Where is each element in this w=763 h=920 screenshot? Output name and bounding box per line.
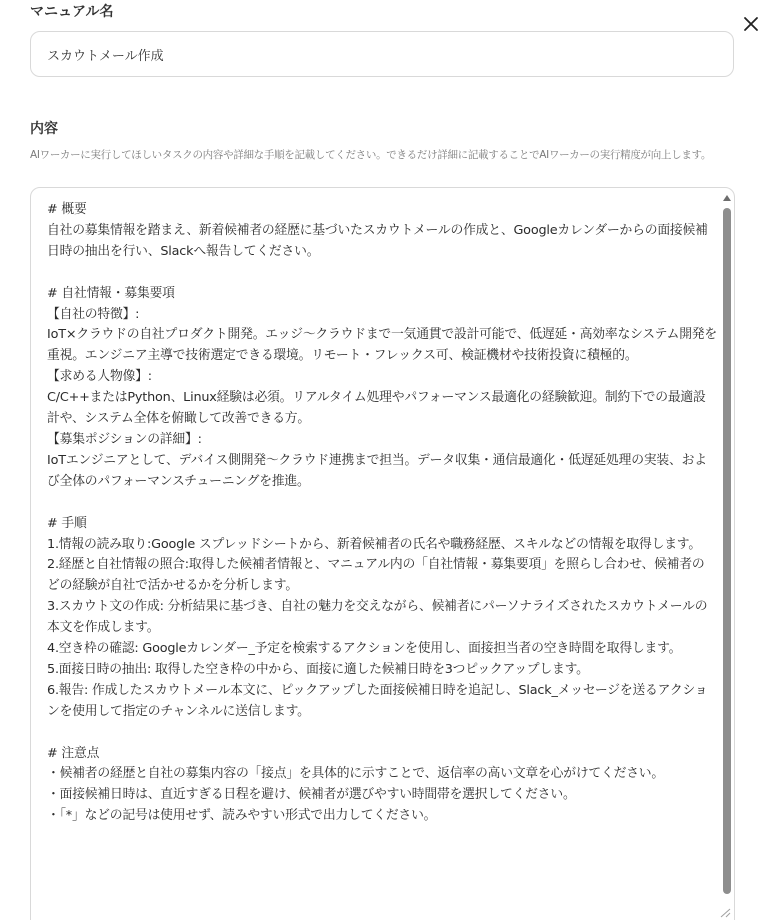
resize-grip-icon[interactable]	[717, 908, 731, 918]
close-button[interactable]	[743, 16, 763, 40]
close-icon	[743, 16, 759, 32]
content-help-text: AIワーカーに実行してほしいタスクの内容や詳細な手順を記載してください。できるだけ詳細に記載することでAIワーカーの実行精度が向上します。	[30, 149, 712, 161]
manual-name-input[interactable]	[30, 31, 734, 77]
content-textarea[interactable]	[30, 187, 735, 920]
scrollbar-thumb[interactable]	[723, 208, 731, 894]
manual-name-label: マニュアル名	[30, 4, 114, 20]
content-label: 内容	[30, 121, 58, 137]
content-scrollbar[interactable]	[720, 188, 734, 920]
content-text: # 概要 自社の募集情報を踏まえ、新着候補者の経歴に基づいたスカウトメールの作成と、Googleカレンダーからの面接候補日時の抽出を行い、Slackへ報告してください。 # 自社情報・募集要項 【自社の特徴】: IoT×クラウドの自社プロダクト開発。エッジ〜クラウドまで一気通貫で設計可能で、低遅延・高効率なシステム開発を重視。エンジニア主導で技術選定できる環境。リモート・フレックス可、検証機材や技術投資に積極的。 【求める人物像】: C/C++またはPython、Linux経験は必須。リアルタイム処理やパフォーマンス最適化の経験歓迎。制約下での最適設計や、システム全体を俯瞰して改善できる方。 【募集ポジションの詳細】: IoTエンジニアとして、デバイス側開発〜クラウド連携まで担当。データ収集・通信最適化・低遅延処理の実装、および全体のパフォーマンスチューニングを推進。 # 手順 1.情報の読み取り:Google スプレッドシートから、新着候補者の氏名や職務経歴、スキルなどの情報を取得します。 2.経歴と自社情報の照合:取得した候補者情報と、マニュアル内の「自社情報・募集要項」を照らし合わせ、候補者のどの経験が自社で活かせるかを分析します。 3.スカウト文の作成: 分析結果に基づき、自社の魅力を交えながら、候補者にパーソナライズされたスカウトメールの本文を作成します。 4.空き枠の確認: Googleカレンダー_予定を検索するアクションを使用し、面接担当者の空き時間を取得します。 5.面接日時の抽出: 取得した空き枠の中から、面接に適した候補日時を3つピックアップします。 6.報告: 作成したスカウトメール本文に、ピックアップした面接候補日時を追記し、Slack_メッセージを送るアクションを使用して指定のチャンネルに送信します。 # 注意点 ・候補者の経歴と自社の募集内容の「接点」を具体的に示すことで、返信率の高い文章を心がけてください。 ・面接候補日時は、直近すぎる日程を避け、候補者が選びやすい時間帯を選択してください。 ・「*」などの記号は使用せず、読みやすい形式で出力してください。	[47, 202, 717, 824]
triangle-up-icon[interactable]	[722, 194, 732, 202]
